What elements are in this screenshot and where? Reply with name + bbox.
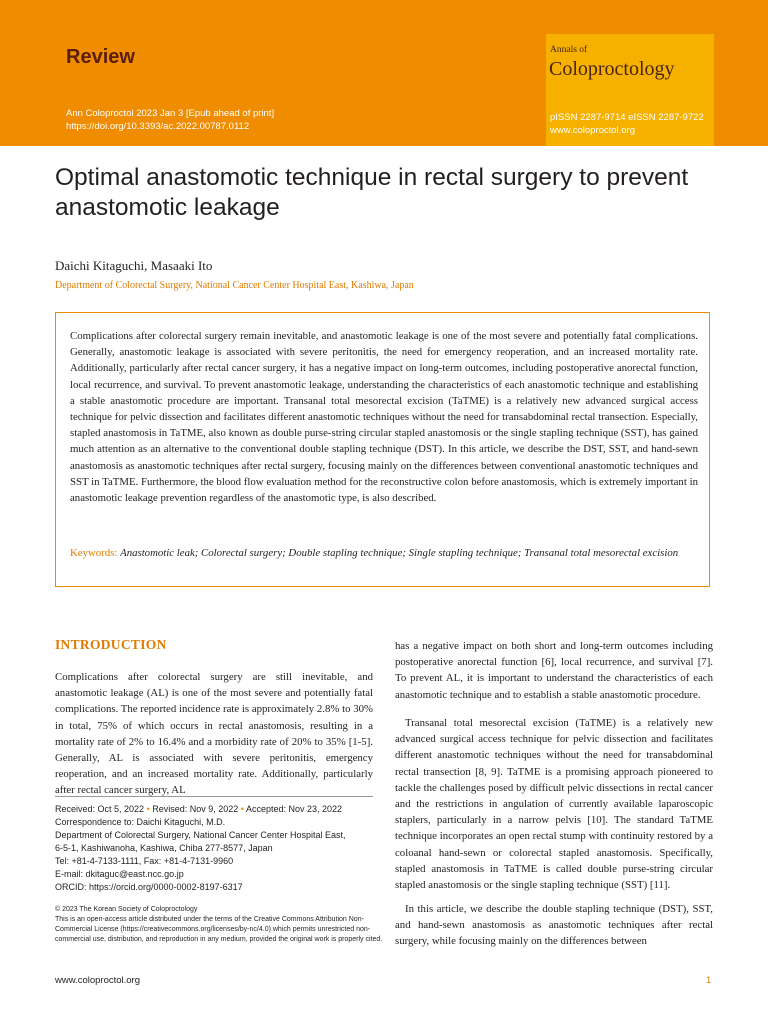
orcid-link[interactable]: ORCID: https://orcid.org/0000-0002-8197-6317: [55, 882, 243, 892]
received-date: Received: Oct 5, 2022: [55, 804, 145, 814]
section-label: Review: [66, 46, 135, 68]
introduction-heading: INTRODUCTION: [55, 637, 167, 652]
correspondence: Correspondence to: Daichi Kitaguchi, M.D.: [55, 817, 226, 827]
footnote-divider: [55, 796, 373, 797]
copyright-line: © 2023 The Korean Society of Coloproctology: [55, 906, 198, 913]
separator-dot: •: [146, 804, 150, 814]
intro-paragraph-3: Transanal total mesorectal excision (TaTME) is a relatively new advanced surgical access technique for pelvic dissection and facilitates different anastomotic techniques without the need for transabdominal rectal transection [8, 9]. TaTME is a promising approach pioneered to tackle the challenges posed by difficult pelvic dissections in rectal cancer and the restrictions in angulation of currently available laparoscopic staplers, particularly in a narrow pelvis [10]. The standard TaTME technique incorporates an open rectal stump with continuity restored by a coloanal hand-sewn or colorectal stapled anastomosis. Specifically, stapled anastomosis in TaTME is called double purse-string circular stapled anastomosis or the single stapling technique (SST) [11].: [395, 717, 713, 892]
license-line: This is an open-access article distributed under the terms of the Creative Commons Attribution Non-: [55, 916, 364, 923]
journal-annals-of: Annals of: [550, 45, 588, 55]
authors: Daichi Kitaguchi, Masaaki Ito: [55, 258, 213, 273]
intro-paragraph-2: has a negative impact on both short and long-term outcomes including postoperative anorectal function [6], local recurrence, and survival [7]. To prevent AL, it is important to understand the characteristics of each anastomotic technique and to establish a stable anastomotic procedure.: [395, 640, 713, 701]
keywords: [70, 545, 698, 561]
accepted-date: Accepted: Nov 23, 2022: [246, 804, 343, 814]
license-line: Commercial License (https://creativecommons.org/licenses/by-nc/4.0) which permits unrestricted non-: [55, 926, 371, 933]
article-title: Optimal anastomotic technique in rectal surgery to prevent anastomotic leakage: [55, 164, 689, 221]
abstract-text: Complications after colorectal surgery remain inevitable, and anastomotic leakage is one of the most severe and potentially fatal complications. Generally, anastomotic leakage is associated with severe peritonitis, the need for emergency reoperation, and an increased mortality rate. Additionally, particularly after rectal cancer surgery, it has a negative impact on long-term outcomes, including postoperative anorectal function, local recurrence, and survival. To prevent anastomotic leakage, understanding the characteristics of each anastomotic technique and establishing a stable anastomotic procedure are important. Transanal total mesorectal excision (TaTME) is a relatively new advanced surgical access technique for pelvic dissection and facilitates different anastomotic techniques without the need for transabdominal rectal transection. Especially, stapled anastomosis in TaTME, also known as double purse-string circular stapled anastomosis or the single stapling technique (SST), has gained much attention as an alternative to the conventional double stapling technique (DST). In this article, we describe the DST, SST, and hand-sewn anastomosis as anastomotic techniques after rectal surgery, focusing mainly on the differences between conventional anastomotic techniques and SST in TaTME. Furthermore, the blood flow evaluation method for the reconstructive colon before anastomosis, which is extremely important in anastomotic leakage prevention regardless of the anastomotic type, is also described.: [70, 330, 698, 505]
separator-dot: •: [240, 804, 244, 814]
journal-name: Coloproctology: [549, 58, 675, 80]
license-block: [55, 905, 383, 945]
footer-url[interactable]: www.coloproctol.org: [55, 975, 141, 986]
page-number: 1: [706, 975, 712, 986]
citation: Ann Coloproctol 2023 Jan 3 [Epub ahead of print]: [66, 108, 275, 119]
correspondence-phone: Tel: +81-4-7133-1111, Fax: +81-4-7131-9960: [55, 856, 234, 866]
correspondence-address: 6-5-1, Kashiwanoha, Kashiwa, Chiba 277-8577, Japan: [55, 843, 273, 853]
revised-date: Revised: Nov 9, 2022: [152, 804, 239, 814]
license-line: commercial use, distribution, and reproduction in any medium, provided the original work is properly cited.: [55, 936, 383, 943]
doi-link[interactable]: https://doi.org/10.3393/ac.2022.00787.0112: [66, 121, 250, 132]
intro-paragraph-4: In this article, we describe the double stapling technique (DST), SST, and hand-sewn anastomosis as anastomotic techniques after rectal surgery, while focusing mainly on the differences between: [395, 903, 713, 948]
journal-url[interactable]: www.coloproctol.org: [550, 125, 636, 136]
journal-issn: pISSN 2287-9714 eISSN 2287-9722: [550, 112, 704, 123]
keywords-label: Keywords:: [70, 547, 118, 559]
intro-paragraph-1: Complications after colorectal surgery are still inevitable, and anastomotic leakage (AL) is one of the most severe and potentially fatal complications. The reported incidence rate is approximately 2.8% to 30% in total, 75% of which occurs in rectal anastomosis, resulting in a mortality rate of 2% to 16.4% and a morbidity rate of 20% to 35% [1-5]. Generally, AL is associated with severe peritonitis, emergency reoperation, and an increased mortality rate. Additionally, particularly after rectal cancer surgery, AL: [55, 671, 373, 797]
affiliation: Department of Colorectal Surgery, National Cancer Center Hospital East, Kashiwa, Japan: [55, 280, 414, 291]
correspondence-email[interactable]: E-mail: dkitaguc@east.ncc.go.jp: [55, 869, 184, 879]
correspondence-dept: Department of Colorectal Surgery, National Cancer Center Hospital East,: [55, 830, 346, 840]
keywords-text: Anastomotic leak; Colorectal surgery; Double stapling technique; Single stapling technique; Transanal total mesorectal excision: [120, 547, 679, 559]
footnote-dates: [55, 803, 342, 816]
